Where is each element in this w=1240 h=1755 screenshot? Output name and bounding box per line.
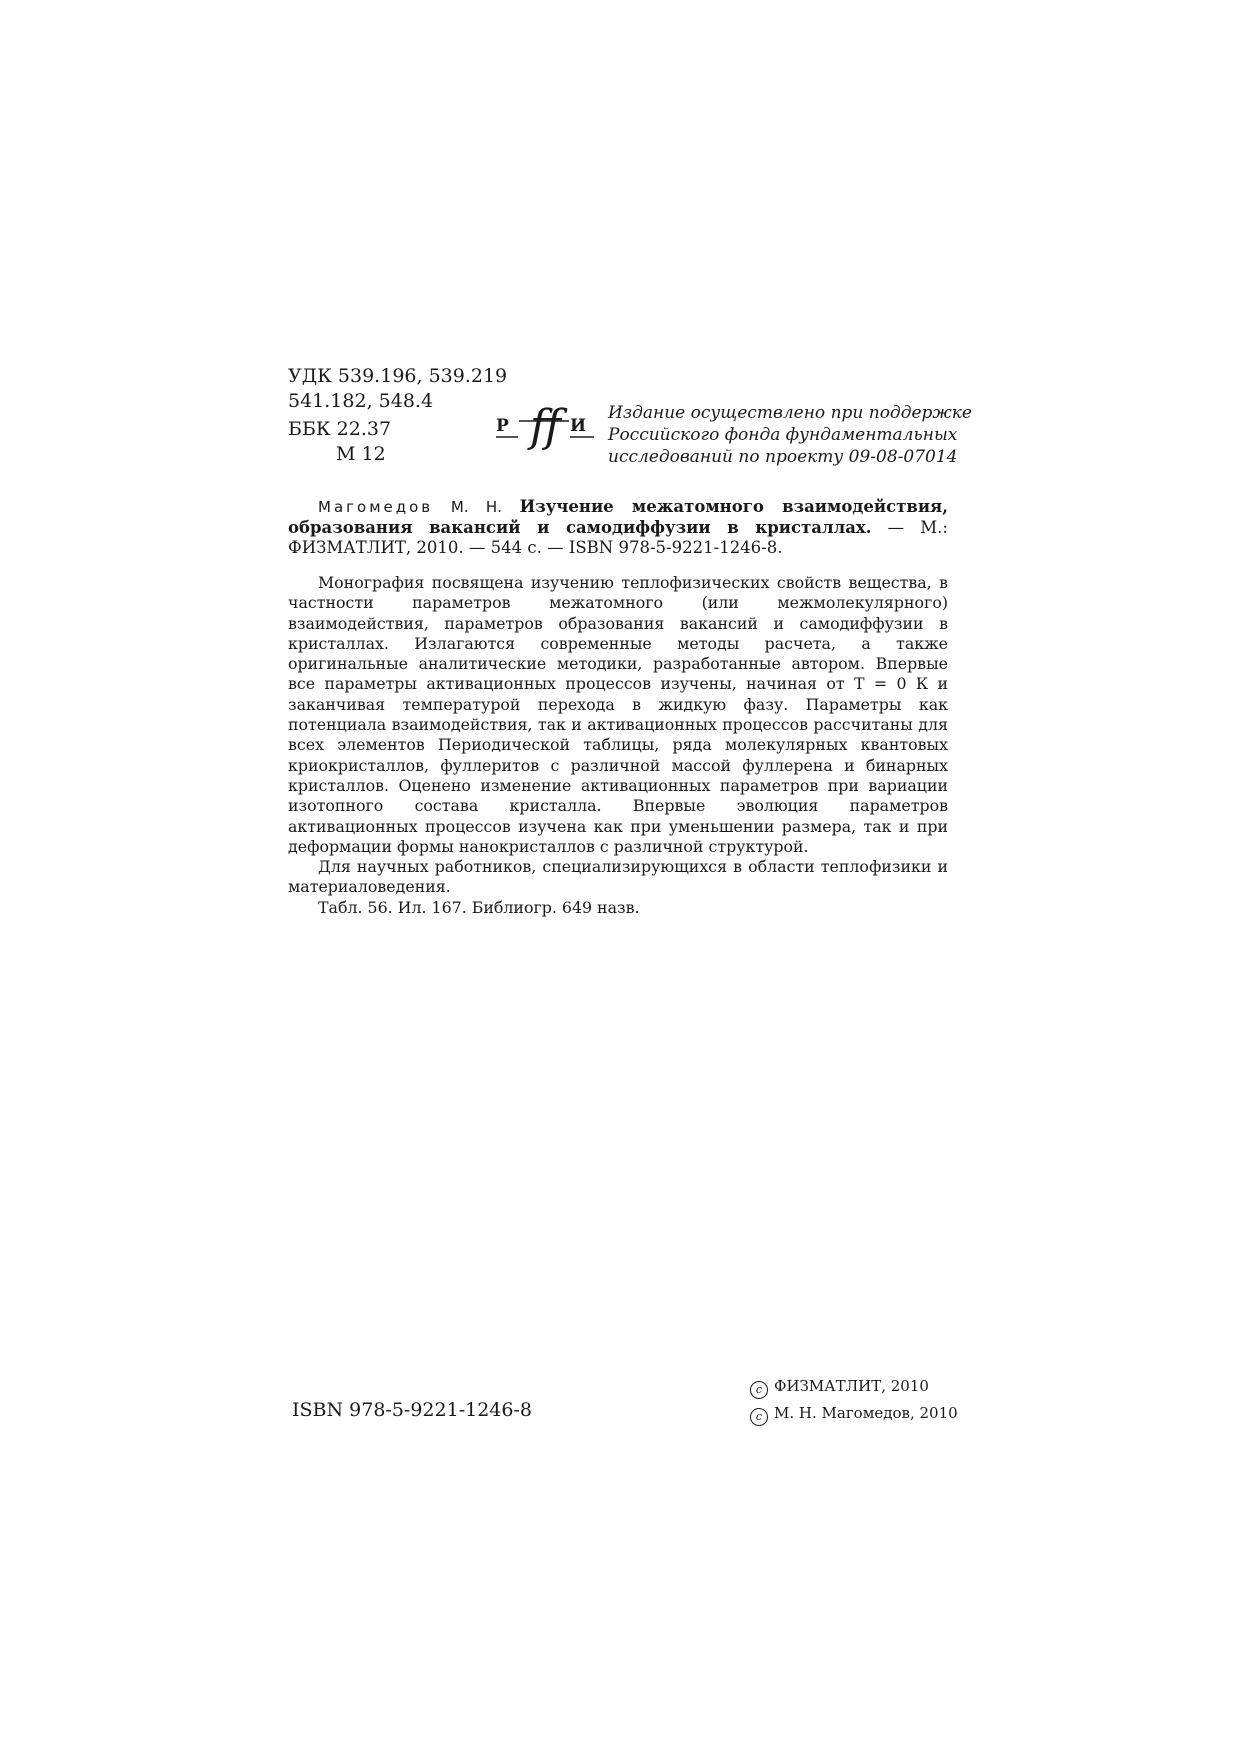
logo-letter-right: И [570, 416, 587, 436]
funding-line-2: Российского фонда фундаментальных [608, 425, 958, 445]
copyright-block [750, 1373, 958, 1427]
udk-line-1: УДК 539.196, 539.219 [288, 365, 508, 387]
bbk-code: ББК 22.37 [288, 418, 392, 440]
author-initials: М. Н. [450, 498, 502, 516]
classification-block [288, 364, 507, 467]
copyright-author-text: М. Н. Магомедов, 2010 [774, 1404, 958, 1422]
logo-letter-left: Р [496, 416, 509, 436]
copyright-icon: c [750, 1381, 768, 1399]
annotation-paragraph-1: Монография посвящена изучению теплофизических свойств вещества, в частности параметров межатомного (или межмолекулярного) взаимодействия, параметров образования вакансий и самодиффузии в кристаллах. Излагаются современные методы расчета, а также оригинальные аналитические методики, разработанные автором. Впервые все параметры активационных процессов изучены, начиная от T = 0 К и заканчивая температурой перехода в жидкую фазу. Параметры как потенциала взаимодействия, так и активационных процессов рассчитаны для всех элементов Периодической таблицы, ряда молекулярных квантовых криокристаллов, фуллеритов с различной массой фуллерена и бинарных кристаллов. Оценено изменение активационных параметров при вариации изотопного состава кристалла. Впервые эволюция параметров активационных процессов изучена как при уменьшении размера, так и при деформации формы нанокристаллов с различной структурой. [288, 573, 948, 856]
copyright-icon: c [750, 1408, 768, 1426]
funding-line-1: Издание осуществлено при поддержке [608, 403, 972, 423]
annotation-paragraph-3: Табл. 56. Ил. 167. Библиогр. 649 назв. [318, 897, 640, 917]
copyright-publisher-text: ФИЗМАТЛИТ, 2010 [774, 1377, 929, 1395]
bibliographic-citation [288, 497, 948, 559]
rffi-logo-icon [490, 395, 600, 457]
book-title: Изучение межатомного взаимодействия, образования вакансий и самодиффузии в кристаллах. [288, 497, 948, 537]
copyright-author [750, 1400, 958, 1427]
book-imprint: — М.: ФИЗМАТЛИТ, 2010. — 544 с. — ISBN 978-5-9221-1246-8. [288, 517, 948, 557]
author-mark: М 12 [336, 443, 386, 465]
annotation-paragraph-2: Для научных работников, специализирующихся в области теплофизики и материаловедения. [288, 857, 948, 897]
author-surname: Магомедов [318, 498, 434, 516]
copyright-publisher [750, 1373, 958, 1400]
udk-line-2: 541.182, 548.4 [288, 390, 434, 412]
annotation [288, 573, 948, 918]
logo-middle-glyph: ff [530, 401, 562, 452]
funding-note [608, 402, 972, 468]
isbn: ISBN 978-5-9221-1246-8 [292, 1399, 532, 1421]
funding-line-3: исследований по проекту 09-08-07014 [608, 447, 958, 467]
